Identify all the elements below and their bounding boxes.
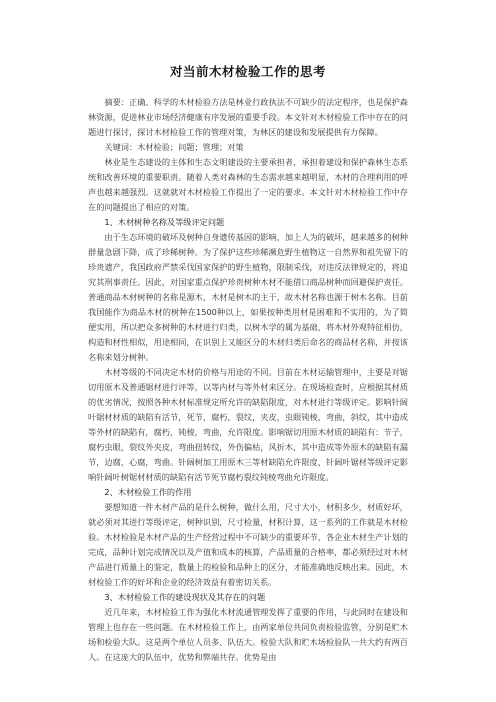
abstract-paragraph: 摘要：正确、科学的木材检验方法是林业行政执法不可缺少的法定程序，也是保护森林资源，促进林业市场经济健康有序发展的重要手段。本文针对木材检验工作中存在的问题进行探讨，探讨木材检验工作的管理对策，为林区的建设和发展提供有力保障。 <box>88 97 408 137</box>
body-paragraph: 要想知道一件木材产品的是什么树种，做什么用，尺寸大小，材积多少，材质好坏，就必须对其进行等级评定，树种识别，尺寸检量，材积计算，这一系列的工作就是木材检验。木材检验是木材产品的生产经营过程中不可缺少的重要环节，各企业木材生产计划的完成，品种计划完成情况以及产值和成本的核算，产品质量的合格率，都必须经过对木材产品进行质量上的鉴定，数量上的检验和品种上的区分，才能准确地反映出来。因此，木材检验工作的好坏和企业的经济效益有着密切关系。 <box>88 502 408 587</box>
section-heading-2: 2、木材检验工作的作用 <box>104 487 192 497</box>
document-title: 对当前木材检验工作的思考 <box>169 64 326 79</box>
body-paragraph: 由于生态环境的破坏及树种自身遗传基因的影响，加上人为的破坏，越来越多的树种群量急剧下降，成了珍稀树种。为了保护这些珍稀濒危野生植物这一自然界和祖先留下的珍贵遗产，我国政府严禁采伐国家保护的野生植物，限制采伐，对违反法律规定的，将追究其刑事责任。因此，对国家重点保护珍贵树种木材不能借口商品树种而回避保护责任。普通商品木材树种的名称是源木，木材是树木的主干，故木材名称也源于树木名称。目前我国能作为商品木材的树种在1500种以上，如果按种类用材是困难和不实用的，为了简便实用，所以把众多树种的木材进行归类，以树木学的属为基础，将木材外观特征相仿，构造和材性相似，用途相同，在识别上又能区分的木材归类后命名的商品材名称，并按该名称来划分树种。 <box>88 232 408 362</box>
section-heading-3: 3、木材检验工作的建设现状及其存在的问题 <box>104 592 266 602</box>
body-paragraph: 近几年来，木材检验工作为强化木材流通管理发挥了重要的作用，与此同时在建设和管理上也存在一些问题。在木材检验工作上，由两家单位共同负责检验监管，分别是贮木场和检验大队。这是两个单位人员多、队伍大。检验大队和贮木场检验队一共大约有两百人。在这庞大的队伍中，优势和弊端共存。优势是由 <box>88 607 408 662</box>
keywords-paragraph: 关键词：木材检验；问题；管理；对策 <box>104 142 244 152</box>
body-paragraph: 木材等级的不同决定木材的价格与用途的不同。目前在木材运输管理中，主要是对锯切用原木及普通锯材进行评等，以等内材与等外材来区分。在现场检查时，应根据其材质的优劣情况，按照各种木材标准规定所允许的缺陷限度，对木材进行等级评定。影响针阔叶锯材材质的缺陷有活节，死节，腐朽，裂纹，夹皮，虫眼钝棱，弯曲，斜纹，其中造成等外材的缺陷有，腐朽，钝棱，弯曲，允许限度。影响锯切用原木材质的缺陷有：节子，腐朽虫眼，裂纹外夹皮，弯曲扭转纹，外伤偏枯，风折木，其中造成等外原木的缺陷有漏节，边腐，心腐，弯曲。针阔树加工用原木三等材缺陷允许限度，针阔叶锯材等级评定影响针阔叶树锯材材质的缺陷有活节死节腐朽裂纹钝棱弯曲允许限度。 <box>88 367 408 482</box>
intro-paragraph: 林业是生态建设的主体和生态文明建设的主要承担者，承担着建设和保护森林生态系统和改善环境的重要职责。随着人类对森林的生态需求越来越明显，木材的合理利用的呼声也越来越强烈。这就就对木材检验工作提出了一定的要求。本文针对木材检验工作中存在的问题提出了相应的对策。 <box>88 157 408 212</box>
section-heading-1: 1、木材树种名称及等级评定问题 <box>104 217 225 227</box>
document-body <box>88 95 408 665</box>
